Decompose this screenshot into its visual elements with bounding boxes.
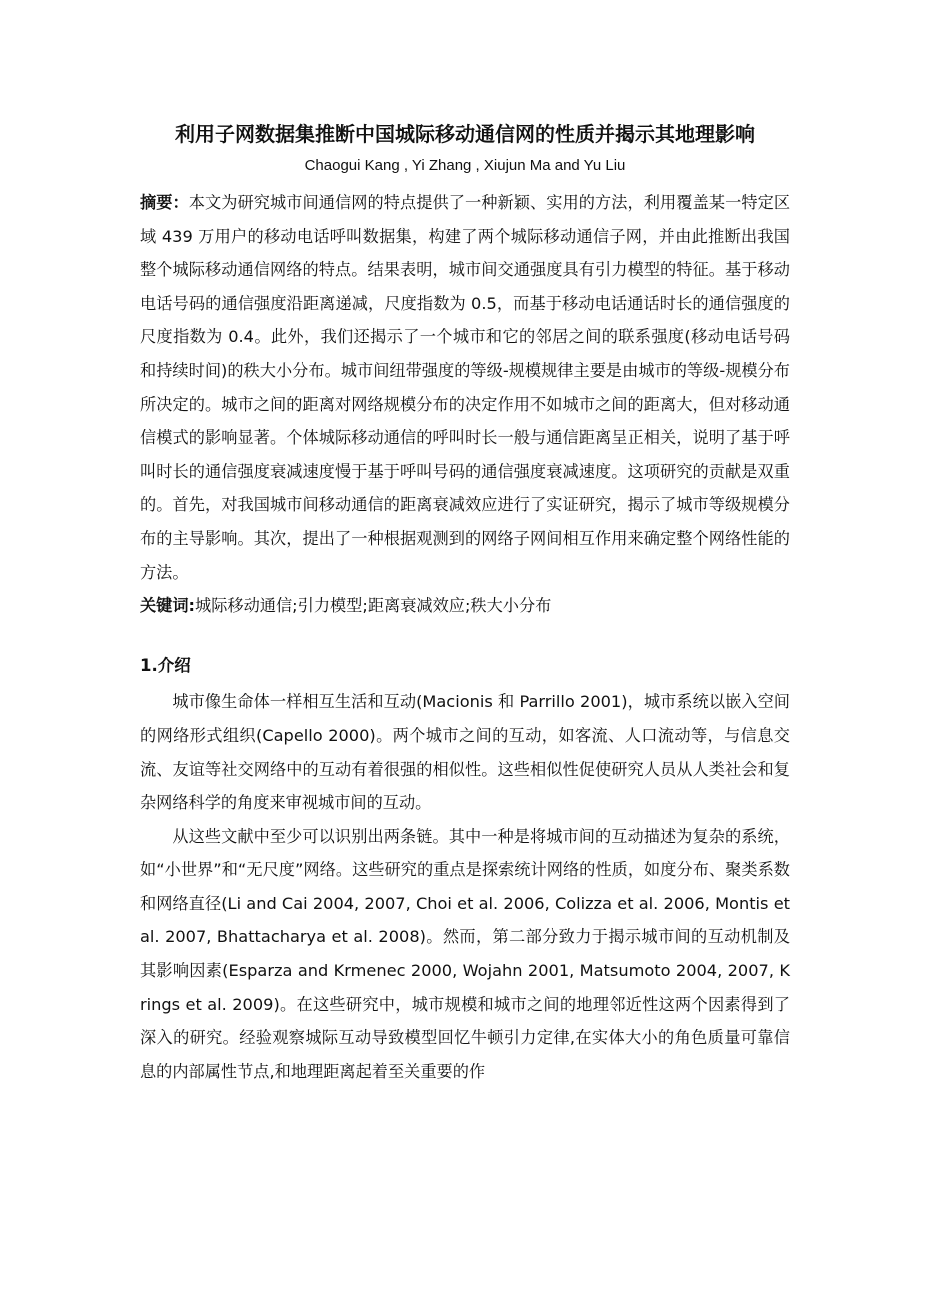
keywords-label: 关键词: [140,596,196,616]
document-page [140,118,790,1088]
keywords [140,589,790,623]
abstract [140,186,790,589]
section-heading-introduction: 1.介绍 [140,655,191,675]
intro-paragraph-1: 城市像生命体一样相互生活和互动(Macionis 和 Parrillo 2001)，城市系统以嵌入空间的网络形式组织(Capello 2000)。两个城市之间的互动，如客流、人口流动等，与信息交流、友谊等社交网络中的互动有着很强的相似性。这些相似性促使研究人员从人类社会和复杂网络科学的角度来审视城市间的互动。 [140,692,790,813]
abstract-text: 本文为研究城市间通信网的特点提供了一种新颖、实用的方法，利用覆盖某一特定区域 439 万用户的移动电话呼叫数据集，构建了两个城际移动通信子网，并由此推断出我国整个城际移动通信网络的特点。结果表明，城市间交通强度具有引力模型的特征。基于移动电话号码的通信强度沿距离递减，尺度指数为 0.5，而基于移动电话通话时长的通信强度的尺度指数为 0.4。此外，我们还揭示了一个城市和它的邻居之间的联系强度(移动电话号码和持续时间)的秩大小分布。城市间纽带强度的等级-规模规律主要是由城市的等级-规模分布所决定的。城市之间的距离对网络规模分布的决定作用不如城市之间的距离大，但对移动通信模式的影响显著。个体城际移动通信的呼叫时长一般与通信距离呈正相关，说明了基于呼叫时长的通信强度衰减速度慢于基于呼叫号码的通信强度衰减速度。这项研究的贡献是双重的。首先，对我国城市间移动通信的距离衰减效应进行了实证研究，揭示了城市等级规模分布的主导影响。其次，提出了一种根据观测到的网络子网间相互作用来确定整个网络性能的方法。 [140,193,791,582]
keywords-text: 城际移动通信;引力模型;距离衰减效应;秩大小分布 [195,596,552,616]
author-list: Chaogui Kang , Yi Zhang , Xiujun Ma and Yu Liu [304,157,626,174]
abstract-label: 摘要： [140,193,189,212]
intro-paragraph-2: 从这些文献中至少可以识别出两条链。其中一种是将城市间的互动描述为复杂的系统，如“小世界”和“无尺度”网络。这些研究的重点是探索统计网络的性质，如度分布、聚类系数和网络直径(Li and Cai 2004, 2007, Choi et al. 2006, Colizza et al. 2006, Montis et al. 2007, Bhattacharya et al. 2008)。然而，第二部分致力于揭示城市间的互动机制及其影响因素(Esparza and Krmenec 2000, Wojahn 2001, Matsumoto 2004, 2007, Krings et al. 2009)。在这些研究中，城市规模和城市之间的地理邻近性这两个因素得到了深入的研究。经验观察城际互动导致模型回忆牛顿引力定律,在实体大小的角色质量可靠信息的内部属性节点,和地理距离起着至关重要的作 [140,826,790,1081]
paper-title: 利用子网数据集推断中国城际移动通信网的性质并揭示其地理影响 [175,122,755,146]
